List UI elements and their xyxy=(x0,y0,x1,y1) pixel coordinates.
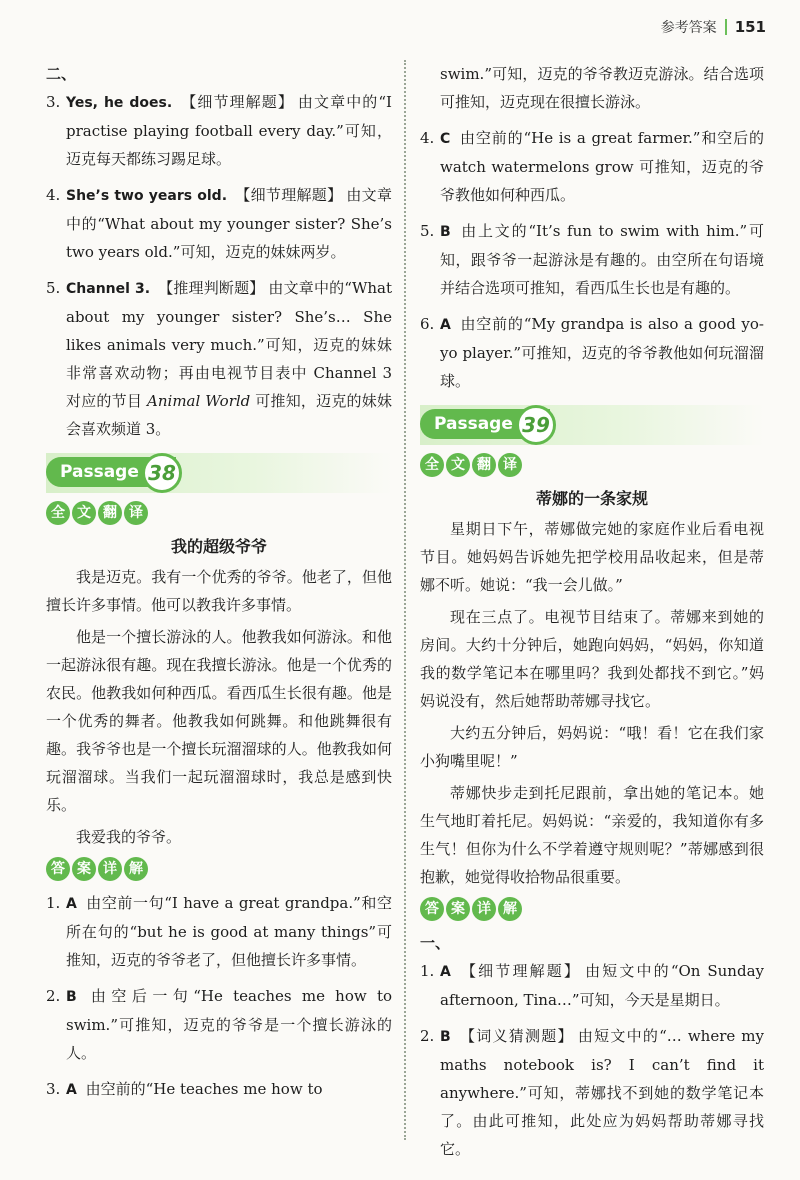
answer-item: 5. Channel 3. 【推理判断题】 由文章中的“What about my younger sister? She’s… She likes animals very much.”可知，迈克的妹妹非常喜欢动物；再由电视节目表中 Channel 3 对应的节目 Animal World 可推知，迈克的妹妹会喜欢频道 3。 xyxy=(46,279,392,438)
explanation: 由空前的“He teaches me how to xyxy=(85,1080,323,1098)
answers-badge: 答 案 详 解 xyxy=(46,857,392,881)
left-column xyxy=(46,60,392,1112)
explanation: 由空前的“He is a great farmer.”和空后的 watch watermelons grow 可推知，迈克的爷爷教他如何种西瓜。 xyxy=(440,129,764,204)
translation-paragraph: 星期日下午，蒂娜做完她的家庭作业后看电视节目。她妈妈告诉她先把学校用品收起来，但是蒂娜不听。她说：“我一会儿做。” xyxy=(420,520,764,594)
question-type: 【细节理解题】 xyxy=(458,962,582,980)
answer-key: She’s two years old. xyxy=(66,188,228,204)
translation-paragraph: 蒂娜快步走到托尼跟前，拿出她的笔记本。她生气地盯着托尼。妈妈说：“亲爱的，我知道你有多生气！但你为什么不学着遵守规则呢？”蒂娜感到很抱歉，她觉得收拾物品很重要。 xyxy=(420,784,764,886)
explanation: 由空后一句“He teaches me how to swim.”可推知，迈克的爷爷是一个擅长游泳的人。 xyxy=(66,987,392,1062)
passage-label: Passage xyxy=(46,457,176,487)
explanation: 由短文中的“On Sunday afternoon, Tina…”可知，今天是星期日。 xyxy=(440,962,764,1009)
explanation: 由文章中的“I practise playing football every day.”可知，迈克每天都练习踢足球。 xyxy=(66,93,392,168)
answer-item: 2. B 由空后一句“He teaches me how to swim.”可推知，迈克的爷爷是一个擅长游泳的人。 xyxy=(46,987,392,1062)
question-type: 【细节理解题】 xyxy=(235,186,343,204)
answer-key: A xyxy=(440,317,451,333)
right-column xyxy=(420,60,764,1171)
translation-title: 我的超级爷爷 xyxy=(170,537,267,556)
header-separator xyxy=(725,19,727,35)
question-type: 【细节理解题】 xyxy=(180,93,294,111)
program-name: Animal World xyxy=(147,392,251,410)
translation-paragraph: 我爱我的爷爷。 xyxy=(76,828,182,846)
answer-key: C xyxy=(440,131,451,147)
answer-item: 1. A 【细节理解题】 由短文中的“On Sunday afternoon, Tina…”可知，今天是星期日。 xyxy=(420,962,764,1009)
answer-item: 4. C 由空前的“He is a great farmer.”和空后的 watch watermelons grow 可推知，迈克的爷爷教他如何种西瓜。 xyxy=(420,129,764,204)
translation-paragraph: 现在三点了。电视节目结束了。蒂娜来到她的房间。大约十分钟后，她跑向妈妈，“妈妈，你知道我的数学笔记本在哪里吗？我到处都找不到它。”妈妈说没有，然后她帮助蒂娜寻找它。 xyxy=(420,608,764,710)
section-label: 参考答案 xyxy=(660,20,717,36)
column-divider xyxy=(404,60,406,1140)
explanation: 由短文中的“… where my maths notebook is? I can’t find it anywhere.”可知，蒂娜找不到她的数学笔记本了。由此可推知，此处应为妈妈帮助蒂娜寻找它。 xyxy=(440,1027,764,1158)
page-header xyxy=(661,16,766,38)
page-number: 151 xyxy=(734,18,766,36)
answer-item: 6. A 由空前的“My grandpa is also a good yo-yo player.”可推知，迈克的爷爷教他如何玩溜溜球。 xyxy=(420,315,764,390)
answer-item: 3. Yes, he does. 【细节理解题】 由文章中的“I practise playing football every day.”可知，迈克每天都练习踢足球。 xyxy=(46,93,392,168)
explanation: 由上文的“It’s fun to swim with him.”可知，跟爷爷一起游泳是有趣的。由空所在句语境并结合选项可推知，看西瓜生长也是有趣的。 xyxy=(440,222,764,297)
translation-paragraph: 大约五分钟后，妈妈说：“哦！看！它在我们家小狗嘴里呢！” xyxy=(420,724,764,770)
answer-key: A xyxy=(66,896,77,912)
question-type: 【词义猜测题】 xyxy=(458,1027,574,1045)
section-heading: 二、 xyxy=(46,65,77,83)
explanation: 由文章中的“What about my younger sister? She’s… She likes animals very much.”可知，迈克的妹妹非常喜欢动物；再由电视节目表中 Channel 3 对应的节目 xyxy=(66,279,392,410)
section-heading: 一、 xyxy=(420,934,451,952)
answer-key: B xyxy=(440,1029,451,1045)
passage-banner xyxy=(46,453,392,493)
answer-item: 4. She’s two years old. 【细节理解题】 由文章中的“What about my younger sister? She’s two years old.”可知，迈克的妹妹两岁。 xyxy=(46,186,392,261)
answer-key: A xyxy=(66,1082,77,1098)
answer-key: B xyxy=(440,224,451,240)
explanation: 由文章中的“What about my younger sister? She’s two years old.”可知，迈克的妹妹两岁。 xyxy=(66,186,392,261)
translation-badge: 全 文 翻 译 xyxy=(46,501,392,525)
answers-badge: 答 案 详 解 xyxy=(420,897,764,921)
answer-key: B xyxy=(66,989,77,1005)
answer-item: 1. A 由空前一句“I have a great grandpa.”和空所在句的“but he is good at many things”可推知，迈克的爷爷老了，但他擅长许多事情。 xyxy=(46,894,392,969)
answer-item: 3. A 由空前的“He teaches me how to xyxy=(46,1080,323,1098)
passage-number: 39 xyxy=(516,405,556,445)
translation-paragraph: 他是一个擅长游泳的人。他教我如何游泳。和他一起游泳很有趣。现在我擅长游泳。他是一个优秀的农民。他教我如何种西瓜。看西瓜生长很有趣。他是一个优秀的舞者。他教我如何跳舞。和他跳舞很有趣。我爷爷也是一个擅长玩溜溜球的人。他教我如何玩溜溜球。当我们一起玩溜溜球时，我总是感到快乐。 xyxy=(46,628,392,814)
translation-title: 蒂娜的一条家规 xyxy=(535,489,648,508)
passage-label: Passage xyxy=(420,409,550,439)
translation-badge: 全 文 翻 译 xyxy=(420,453,764,477)
explanation-continued: swim.”可知，迈克的爷爷教迈克游泳。结合选项可推知，迈克现在很擅长游泳。 xyxy=(440,65,764,111)
explanation-end: 可推知，迈克的妹妹会喜欢频道 3。 xyxy=(66,392,392,438)
answer-key: A xyxy=(440,964,451,980)
answer-key: Yes, he does. xyxy=(66,95,173,111)
answer-item: 2. B 【词义猜测题】 由短文中的“… where my maths notebook is? I can’t find it anywhere.”可知，蒂娜找不到她的数学笔记本了。由此可推知，此处应为妈妈帮助蒂娜寻找它。 xyxy=(420,1027,764,1158)
answer-key: Channel 3. xyxy=(66,281,151,297)
passage-banner xyxy=(420,405,764,445)
explanation: 由空前的“My grandpa is also a good yo-yo player.”可推知，迈克的爷爷教他如何玩溜溜球。 xyxy=(440,315,764,390)
answer-item: 5. B 由上文的“It’s fun to swim with him.”可知，跟爷爷一起游泳是有趣的。由空所在句语境并结合选项可推知，看西瓜生长也是有趣的。 xyxy=(420,222,764,297)
passage-number: 38 xyxy=(142,453,182,493)
translation-paragraph: 我是迈克。我有一个优秀的爷爷。他老了，但他擅长许多事情。他可以教我许多事情。 xyxy=(46,568,392,614)
question-type: 【推理判断题】 xyxy=(158,279,265,297)
explanation: 由空前一句“I have a great grandpa.”和空所在句的“but he is good at many things”可推知，迈克的爷爷老了，但他擅长许多事情。 xyxy=(66,894,392,969)
